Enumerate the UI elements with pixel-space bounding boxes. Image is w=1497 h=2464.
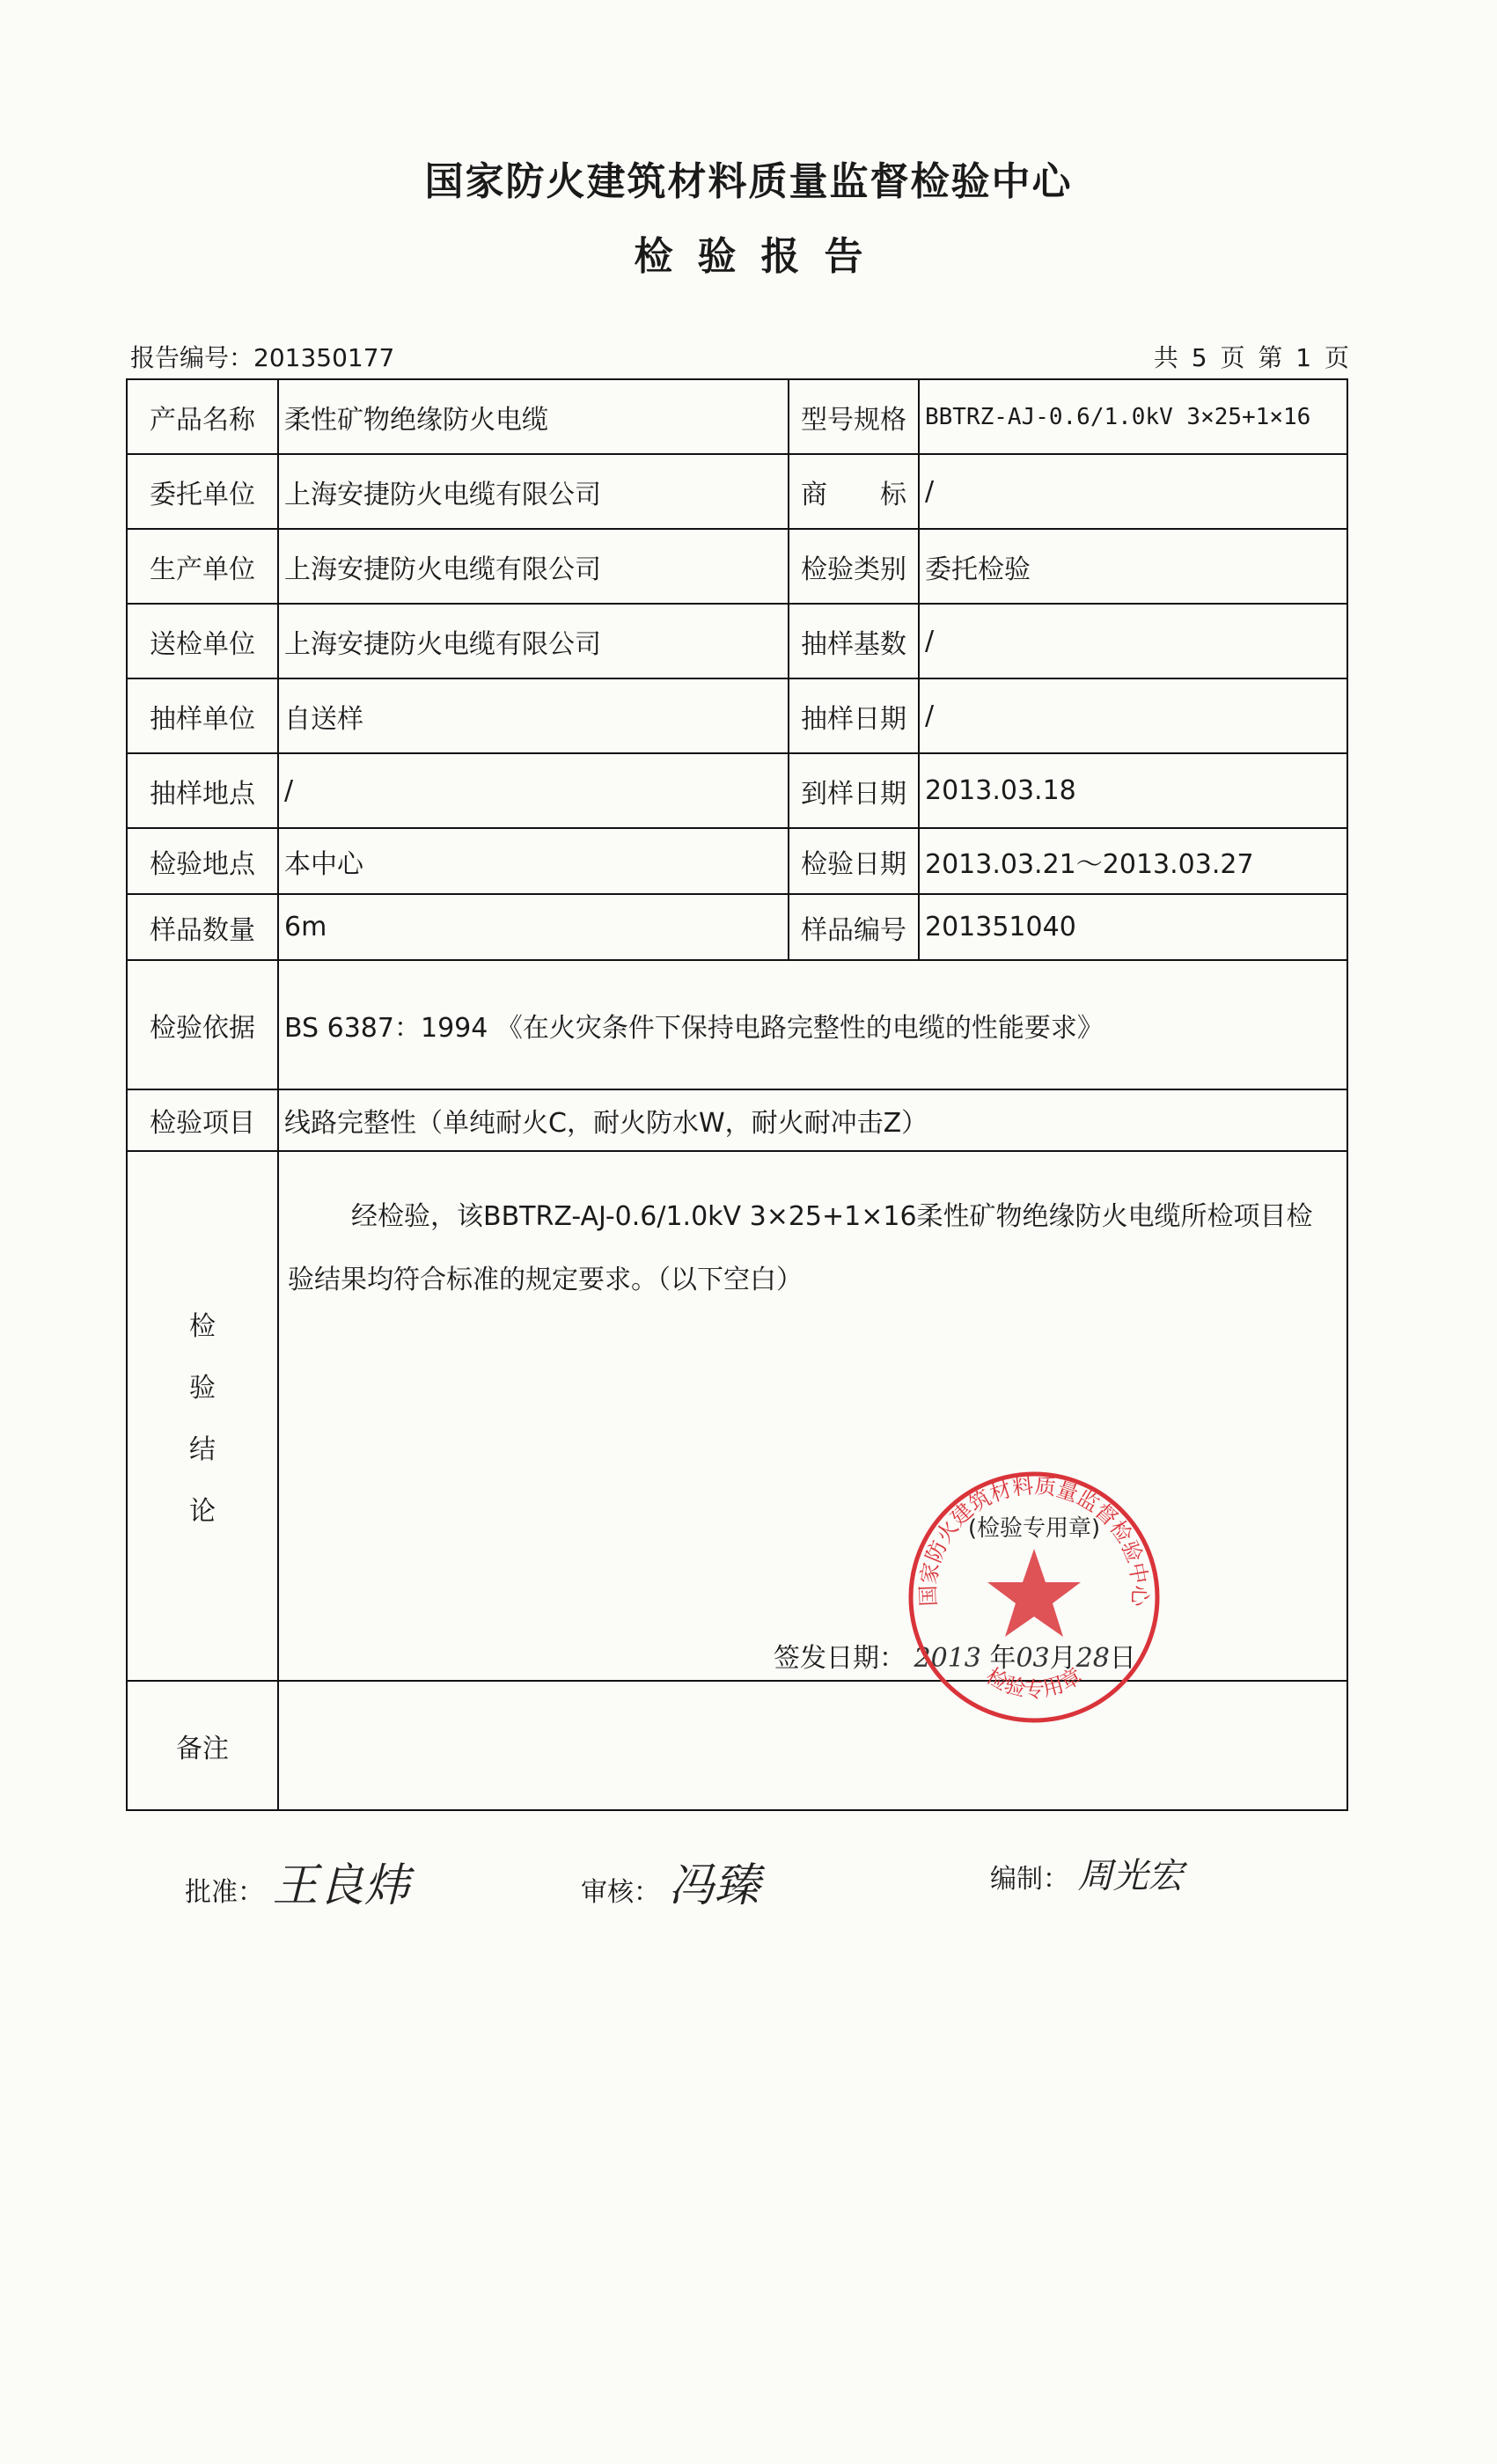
- field-label: 生产单位: [127, 529, 278, 604]
- issue-month: 03: [1016, 1643, 1050, 1674]
- field-label: 抽样基数: [789, 604, 919, 678]
- approve-label: 批准：: [185, 1877, 264, 1908]
- table-row: [127, 529, 1347, 604]
- seal-top-textpath: 国家防火建筑材料质量监督检验中心: [915, 1473, 1153, 1607]
- table-row: [127, 828, 1347, 894]
- conclusion-body: [278, 1151, 1347, 1681]
- field-value: /: [919, 678, 1347, 753]
- field-label: 抽样地点: [127, 753, 278, 828]
- field-value: 2013.03.21～2013.03.27: [919, 828, 1347, 894]
- remarks-label: 备注: [127, 1681, 278, 1810]
- official-seal: [902, 1465, 1166, 1729]
- table-row: [127, 454, 1347, 529]
- compile-signature: [990, 1848, 1184, 1898]
- conclusion-label-char: 验: [189, 1373, 216, 1404]
- table-row-items: [127, 1089, 1347, 1151]
- report-title: 检验报告: [634, 234, 888, 279]
- table-row: [127, 753, 1347, 828]
- field-label: 抽样单位: [127, 678, 278, 753]
- table-row-basis: [127, 960, 1347, 1089]
- table-row: [127, 379, 1347, 454]
- table-row: [127, 894, 1347, 960]
- seal-bottom-text: [982, 1663, 1087, 1702]
- conclusion-label-char: 论: [189, 1496, 216, 1527]
- field-value: /: [919, 604, 1347, 678]
- field-label: 样品数量: [127, 894, 278, 960]
- field-value: 自送样: [278, 678, 789, 753]
- field-label: 检验项目: [127, 1089, 278, 1151]
- field-label: 检验日期: [789, 828, 919, 894]
- year-char: 年: [989, 1643, 1016, 1674]
- approve-name: 王良炜: [272, 1859, 410, 1912]
- star-icon: [987, 1549, 1081, 1637]
- day-char: 日: [1109, 1643, 1136, 1674]
- field-value: 柔性矿物绝缘防火电缆: [278, 379, 789, 454]
- field-value: /: [278, 753, 789, 828]
- field-label: 抽样日期: [789, 678, 919, 753]
- field-label: 型号规格: [789, 379, 919, 454]
- field-label: 产品名称: [127, 379, 278, 454]
- seal-note: (检验专用章): [967, 1515, 1101, 1542]
- field-value: 201351040: [919, 894, 1347, 960]
- page-count: 共 5 页 第 1 页: [1153, 343, 1349, 372]
- approve-signature: [185, 1848, 410, 1914]
- field-label: 到样日期: [789, 753, 919, 828]
- conclusion-label-char: 结: [189, 1434, 216, 1465]
- issue-day: 28: [1075, 1643, 1110, 1674]
- remarks-value: [278, 1681, 1347, 1810]
- conclusion-text: 经检验，该BBTRZ-AJ-0.6/1.0kV 3×25+1×16柔性矿物绝缘防火电缆所检项目检验结果均符合标准的规定要求。（以下空白）: [288, 1201, 1313, 1295]
- report-number: [130, 339, 394, 374]
- field-label: 检验类别: [789, 529, 919, 604]
- review-signature: [581, 1848, 760, 1914]
- compile-label: 编制：: [990, 1864, 1069, 1895]
- conclusion-label: [127, 1151, 278, 1681]
- field-value: /: [919, 454, 1347, 529]
- field-value: 上海安捷防火电缆有限公司: [278, 529, 789, 604]
- table-row: [127, 604, 1347, 678]
- org-title: 国家防火建筑材料质量监督检验中心: [424, 159, 1073, 204]
- field-value: 6m: [278, 894, 789, 960]
- field-label: 样品编号: [789, 894, 919, 960]
- field-value: 委托检验: [919, 529, 1347, 604]
- field-label: 委托单位: [127, 454, 278, 529]
- field-value: 上海安捷防火电缆有限公司: [278, 604, 789, 678]
- field-value: 本中心: [278, 828, 789, 894]
- test-basis-value: BS 6387：1994 《在火灾条件下保持电路完整性的电缆的性能要求》: [278, 960, 1347, 1089]
- field-label: 检验依据: [127, 960, 278, 1089]
- issue-year: 2013: [914, 1643, 981, 1674]
- field-label: 送检单位: [127, 604, 278, 678]
- field-value: 上海安捷防火电缆有限公司: [278, 454, 789, 529]
- table-row: [127, 678, 1347, 753]
- field-value: 2013.03.18: [919, 753, 1347, 828]
- report-number-value: 201350177: [253, 343, 395, 372]
- compile-name: 周光宏: [1077, 1856, 1184, 1896]
- issue-date-label: 签发日期：: [774, 1643, 906, 1674]
- field-label: 商 标: [789, 454, 919, 529]
- field-label: 检验地点: [127, 828, 278, 894]
- model-spec-value: BBTRZ-AJ-0.6/1.0kV 3×25+1×16: [919, 379, 1347, 454]
- review-label: 审核：: [581, 1877, 660, 1908]
- report-number-label: 报告编号：: [130, 343, 254, 372]
- test-items-value: 线路完整性（单纯耐火C，耐火防水W，耐火耐冲击Z）: [278, 1089, 1347, 1151]
- seal-bottom-textpath: 检验专用章: [981, 1663, 1087, 1702]
- review-name: 冯臻: [668, 1859, 760, 1912]
- conclusion-label-char: 检: [189, 1311, 216, 1342]
- month-char: 月: [1049, 1643, 1076, 1674]
